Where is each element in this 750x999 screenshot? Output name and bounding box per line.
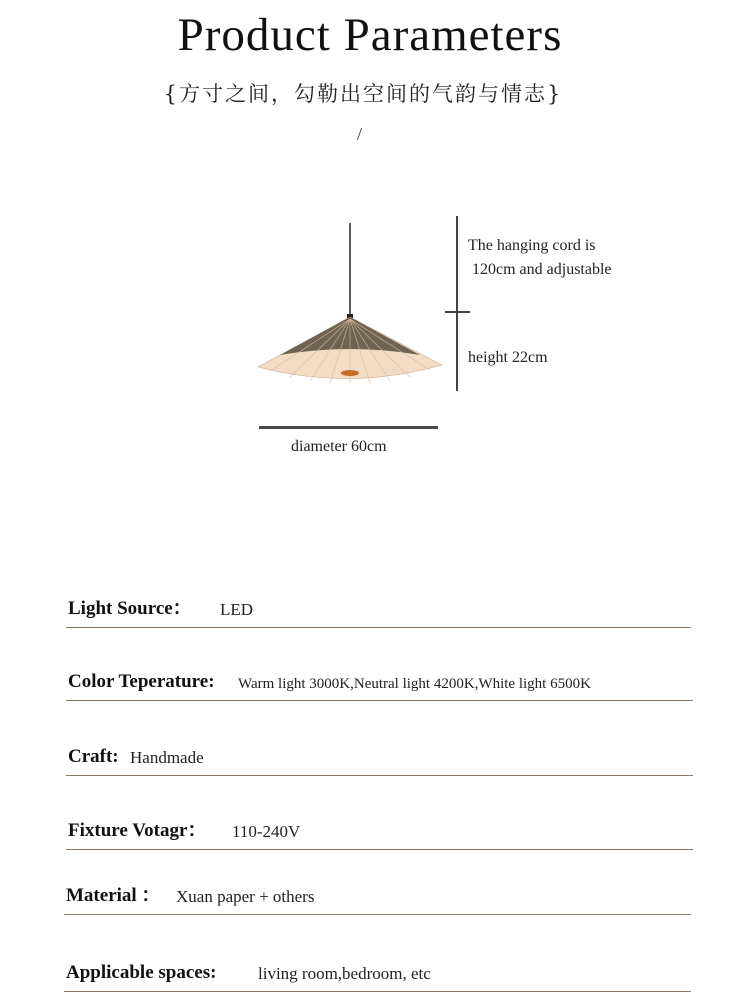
cord-measure-line <box>456 216 458 391</box>
cord-length-text <box>468 234 612 282</box>
param-label: Fixture Votagr： <box>68 820 207 841</box>
divider <box>64 914 691 915</box>
param-value: LED <box>220 600 254 619</box>
param-label: Light Source： <box>68 598 192 619</box>
param-fixture-voltage <box>0 810 750 850</box>
param-label: Craft: <box>68 746 119 767</box>
param-label: Applicable spaces: <box>66 962 217 983</box>
diameter-text: diameter 60cm <box>291 438 387 455</box>
param-value: living room,bedroom, etc <box>258 964 431 983</box>
slash-mark: / <box>357 124 363 144</box>
param-craft <box>0 736 750 776</box>
divider <box>66 775 693 776</box>
page-subtitle: {方寸之间，勾勒出空间的气韵与情志} <box>163 82 563 106</box>
param-value: Handmade <box>130 748 204 767</box>
divider <box>66 849 693 850</box>
param-value: Xuan paper + others <box>176 887 315 906</box>
param-label: Material ： <box>66 885 161 906</box>
param-material <box>0 875 750 915</box>
height-text: height 22cm <box>468 349 548 366</box>
lamp-bulb <box>341 370 359 376</box>
divider <box>66 700 693 701</box>
param-value: Warm light 3000K,Neutral light 4200K,White light 6500K <box>238 676 591 692</box>
divider <box>66 627 691 628</box>
measure-tick <box>445 311 470 313</box>
param-value: 110-240V <box>232 822 301 841</box>
cord-line-1: The hanging cord is <box>468 237 596 254</box>
page-title: Product Parameters <box>177 9 563 61</box>
pendant-lamp-illustration <box>250 215 450 395</box>
param-color-temperature <box>0 661 750 701</box>
cord-line-2: 120cm and adjustable <box>472 261 612 278</box>
diameter-measure-line <box>259 426 438 429</box>
param-applicable-spaces <box>0 952 750 992</box>
param-light-source <box>0 588 750 628</box>
param-label: Color Teperature: <box>68 671 215 692</box>
divider <box>64 991 691 992</box>
